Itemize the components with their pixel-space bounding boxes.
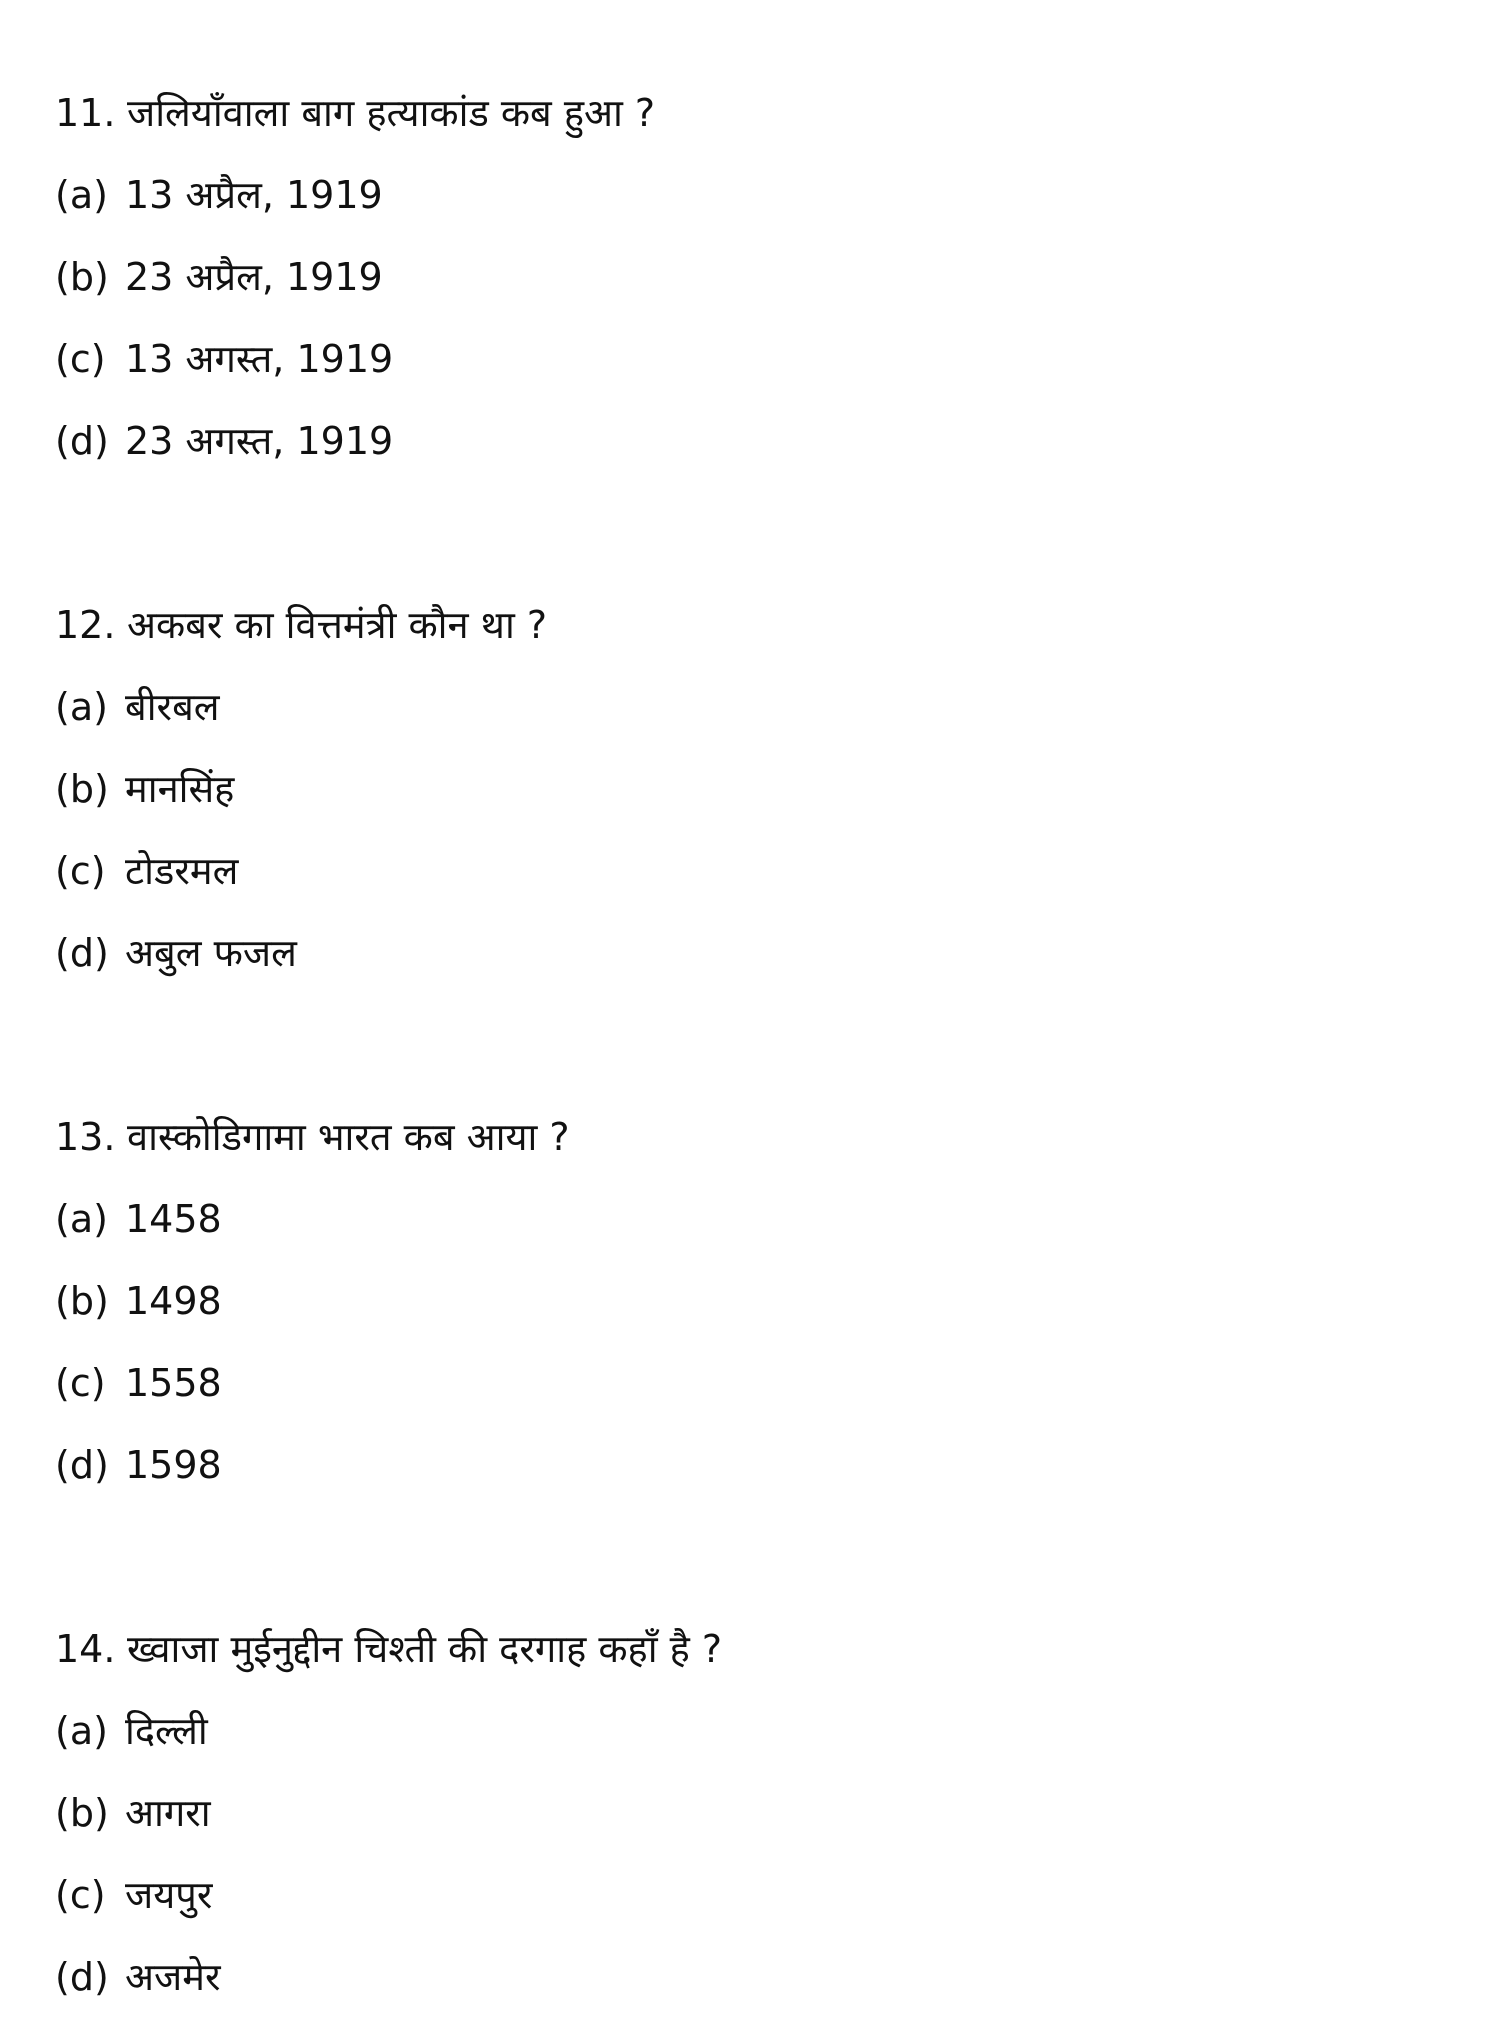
question-number: 12. [55, 603, 116, 647]
question-14 [55, 1608, 1505, 2018]
question-text-line [55, 1608, 1505, 1690]
option-text: बीरबल [125, 685, 220, 729]
question-text-line [55, 1096, 1505, 1178]
option-label: (a) [55, 685, 108, 729]
option-text: जयपुर [125, 1873, 213, 1917]
question-text: ख्वाजा मुईनुद्दीन चिश्ती की दरगाह कहाँ है ? [127, 1627, 723, 1671]
option-label: (b) [55, 1791, 109, 1835]
option-text: अजमेर [125, 1955, 221, 1999]
option-text: अबुल फजल [125, 931, 297, 975]
option-d [55, 1936, 1505, 2018]
option-label: (d) [55, 931, 109, 975]
option-text: आगरा [125, 1791, 211, 1835]
option-text: 1498 [125, 1279, 222, 1323]
option-label: (b) [55, 767, 109, 811]
option-d [55, 912, 1505, 994]
option-label: (c) [55, 1361, 106, 1405]
option-b [55, 1772, 1505, 1854]
option-c [55, 830, 1505, 912]
question-11 [55, 72, 1505, 482]
option-label: (d) [55, 419, 109, 463]
option-text: 13 अप्रैल, 1919 [125, 173, 383, 217]
question-number: 14. [55, 1627, 116, 1671]
option-a [55, 1690, 1505, 1772]
option-label: (d) [55, 1443, 109, 1487]
option-b [55, 748, 1505, 830]
question-text: अकबर का वित्तमंत्री कौन था ? [127, 603, 548, 647]
option-c [55, 1342, 1505, 1424]
option-a [55, 1178, 1505, 1260]
option-text: 23 अगस्त, 1919 [125, 419, 394, 463]
question-text-line [55, 72, 1505, 154]
question-text-line [55, 584, 1505, 666]
option-label: (a) [55, 1709, 108, 1753]
option-text: मानसिंह [125, 767, 235, 811]
option-d [55, 400, 1505, 482]
option-b [55, 1260, 1505, 1342]
option-b [55, 236, 1505, 318]
question-number: 11. [55, 91, 116, 135]
option-label: (c) [55, 1873, 106, 1917]
option-c [55, 1854, 1505, 1936]
option-text: टोडरमल [125, 849, 239, 893]
option-label: (a) [55, 173, 108, 217]
option-d [55, 1424, 1505, 1506]
question-12 [55, 584, 1505, 994]
option-text: 1458 [125, 1197, 222, 1241]
option-label: (c) [55, 337, 106, 381]
option-label: (d) [55, 1955, 109, 1999]
option-text: दिल्ली [125, 1709, 208, 1753]
option-label: (a) [55, 1197, 108, 1241]
option-c [55, 318, 1505, 400]
question-text: जलियाँवाला बाग हत्याकांड कब हुआ ? [127, 91, 656, 135]
question-text: वास्कोडिगामा भारत कब आया ? [127, 1115, 570, 1159]
option-text: 13 अगस्त, 1919 [125, 337, 394, 381]
option-a [55, 154, 1505, 236]
question-13 [55, 1096, 1505, 1506]
option-label: (b) [55, 1279, 109, 1323]
question-number: 13. [55, 1115, 116, 1159]
option-label: (b) [55, 255, 109, 299]
option-text: 1598 [125, 1443, 222, 1487]
option-label: (c) [55, 849, 106, 893]
option-text: 23 अप्रैल, 1919 [125, 255, 383, 299]
option-text: 1558 [125, 1361, 222, 1405]
option-a [55, 666, 1505, 748]
